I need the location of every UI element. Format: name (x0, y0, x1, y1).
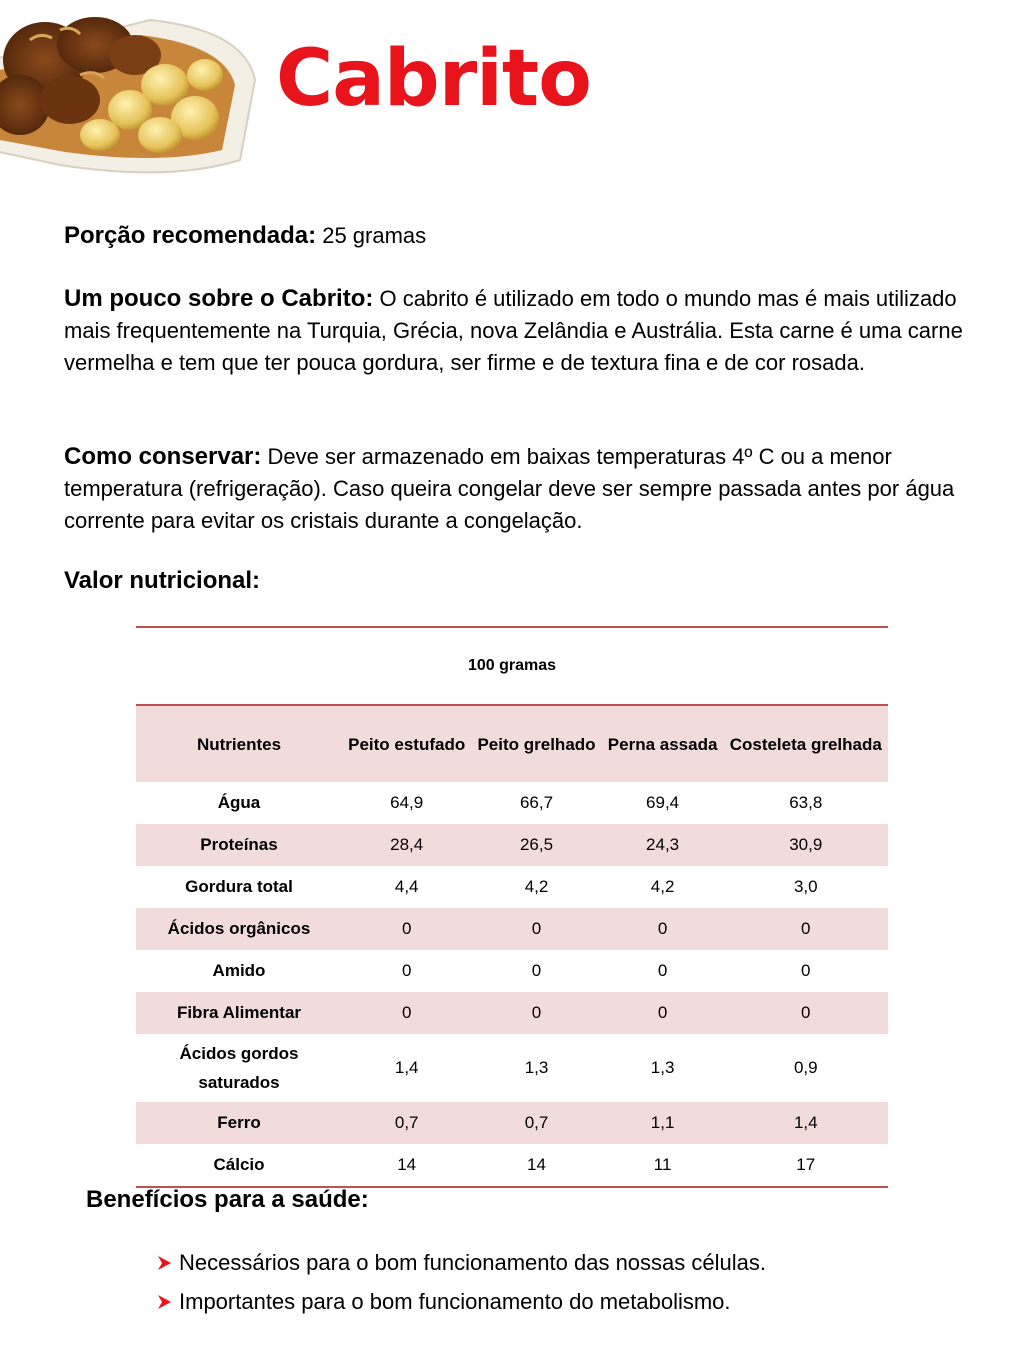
arrow-bullet-icon (155, 1293, 173, 1311)
valor-nutricional-heading: Valor nutricional: (64, 567, 261, 594)
list-item-text: Necessários para o bom funcionamento das nossas células. (179, 1249, 766, 1275)
table-cell: 0 (801, 961, 811, 980)
table-row (136, 950, 888, 992)
table-cell: 28,4 (342, 824, 471, 866)
table-cell: 63,8 (789, 793, 823, 812)
nutrient-name: Gordura total (185, 877, 293, 896)
table-cell: 0 (531, 961, 542, 980)
porcao-text: 25 gramas (322, 223, 427, 248)
table-cell: 0,7 (471, 1102, 601, 1144)
sobre-text: O cabrito é utilizado em todo o mundo mas é mais utilizado mais frequentemente na Turquia, Grécia, nova Zelândia e Austrália. Esta carne é uma carne vermelha e tem que ter pouca gordura, ser firme e de textura fina e de cor rosada. (64, 286, 963, 375)
table-cell: 1,4 (724, 1102, 888, 1144)
column-header: Perna assada (602, 705, 724, 782)
nutrient-name: Ácidos gordos saturados (179, 1044, 299, 1092)
table-cell: 0 (724, 908, 888, 950)
conservar-text: Deve ser armazenado em baixas temperaturas 4º C ou a menor temperatura (refrigeração). Caso queira congelar deve ser sempre passada antes por água corrente para evitar os cristais durante a congelação. (64, 444, 955, 533)
table-cell: 0 (401, 961, 412, 980)
table-cell: 0 (342, 992, 471, 1034)
table-cell: 1,1 (602, 1102, 724, 1144)
conservar-label: Como conservar: (64, 443, 262, 470)
nutrient-name: Ácidos orgânicos (136, 908, 342, 950)
table-cell: 69,4 (646, 793, 680, 812)
table-cell: 0,7 (342, 1102, 471, 1144)
table-cell: 0,9 (793, 1058, 818, 1077)
table-cell: 1,3 (524, 1058, 549, 1077)
porcao-label: Porção recomendada: (64, 222, 317, 249)
table-cell: 0 (471, 992, 601, 1034)
table-row (136, 1102, 888, 1144)
table-row (136, 908, 888, 950)
table-cell: 4,4 (394, 877, 419, 896)
table-cell: 14 (397, 1155, 417, 1174)
table-cell: 0 (602, 908, 724, 950)
nutrient-name: Cálcio (213, 1155, 265, 1174)
table-cell: 0 (724, 992, 888, 1034)
table-cell: 0 (471, 908, 601, 950)
arrow-bullet-icon (155, 1254, 173, 1272)
table-row (136, 824, 888, 866)
table-header-row (136, 705, 888, 782)
sobre-section (64, 283, 964, 379)
table-row (136, 782, 888, 824)
table-row (136, 992, 888, 1034)
nutrient-name: Água (217, 793, 261, 812)
table-cell: 4,2 (524, 877, 549, 896)
page-title: Cabrito (276, 34, 591, 124)
column-header: Peito grelhado (471, 705, 601, 782)
table-cell: 1,4 (394, 1058, 419, 1077)
list-item-text: Importantes para o bom funcionamento do metabolismo. (179, 1288, 731, 1314)
table-cell: 17 (796, 1155, 816, 1174)
beneficios-list (155, 1243, 766, 1321)
list-item (155, 1243, 766, 1282)
table-cell: 0 (342, 908, 471, 950)
table-cell: 14 (527, 1155, 546, 1174)
conservar-section (64, 441, 964, 537)
table-row (136, 1144, 888, 1187)
table-cell: 11 (653, 1155, 672, 1174)
table-cell: 64,9 (390, 793, 424, 812)
nutrition-table (136, 626, 888, 1188)
table-cell: 0 (602, 992, 724, 1034)
column-header: Costeleta grelhada (724, 705, 888, 782)
table-cell: 26,5 (471, 824, 601, 866)
roasted-goat-dish-image (0, 0, 265, 180)
table-cell: 1,3 (650, 1058, 675, 1077)
table-cell: 3,0 (793, 877, 818, 896)
table-caption: 100 gramas (136, 627, 888, 705)
beneficios-heading: Benefícios para a saúde: (86, 1186, 369, 1213)
nutrient-name: Proteínas (136, 824, 342, 866)
table-cell: 30,9 (724, 824, 888, 866)
nutrient-name: Fibra Alimentar (136, 992, 342, 1034)
table-cell: 0 (657, 961, 668, 980)
sobre-label: Um pouco sobre o Cabrito: (64, 285, 374, 312)
nutrient-name: Ferro (136, 1102, 342, 1144)
table-caption-row (136, 627, 888, 705)
table-cell: 4,2 (650, 877, 675, 896)
column-header: Nutrientes (136, 705, 342, 782)
table-cell: 24,3 (602, 824, 724, 866)
table-cell: 66,7 (519, 793, 554, 812)
table-row (136, 1034, 888, 1102)
table-row (136, 866, 888, 908)
list-item (155, 1282, 766, 1321)
porcao-section (64, 220, 964, 252)
nutrient-name: Amido (212, 961, 266, 980)
column-header: Peito estufado (342, 705, 471, 782)
